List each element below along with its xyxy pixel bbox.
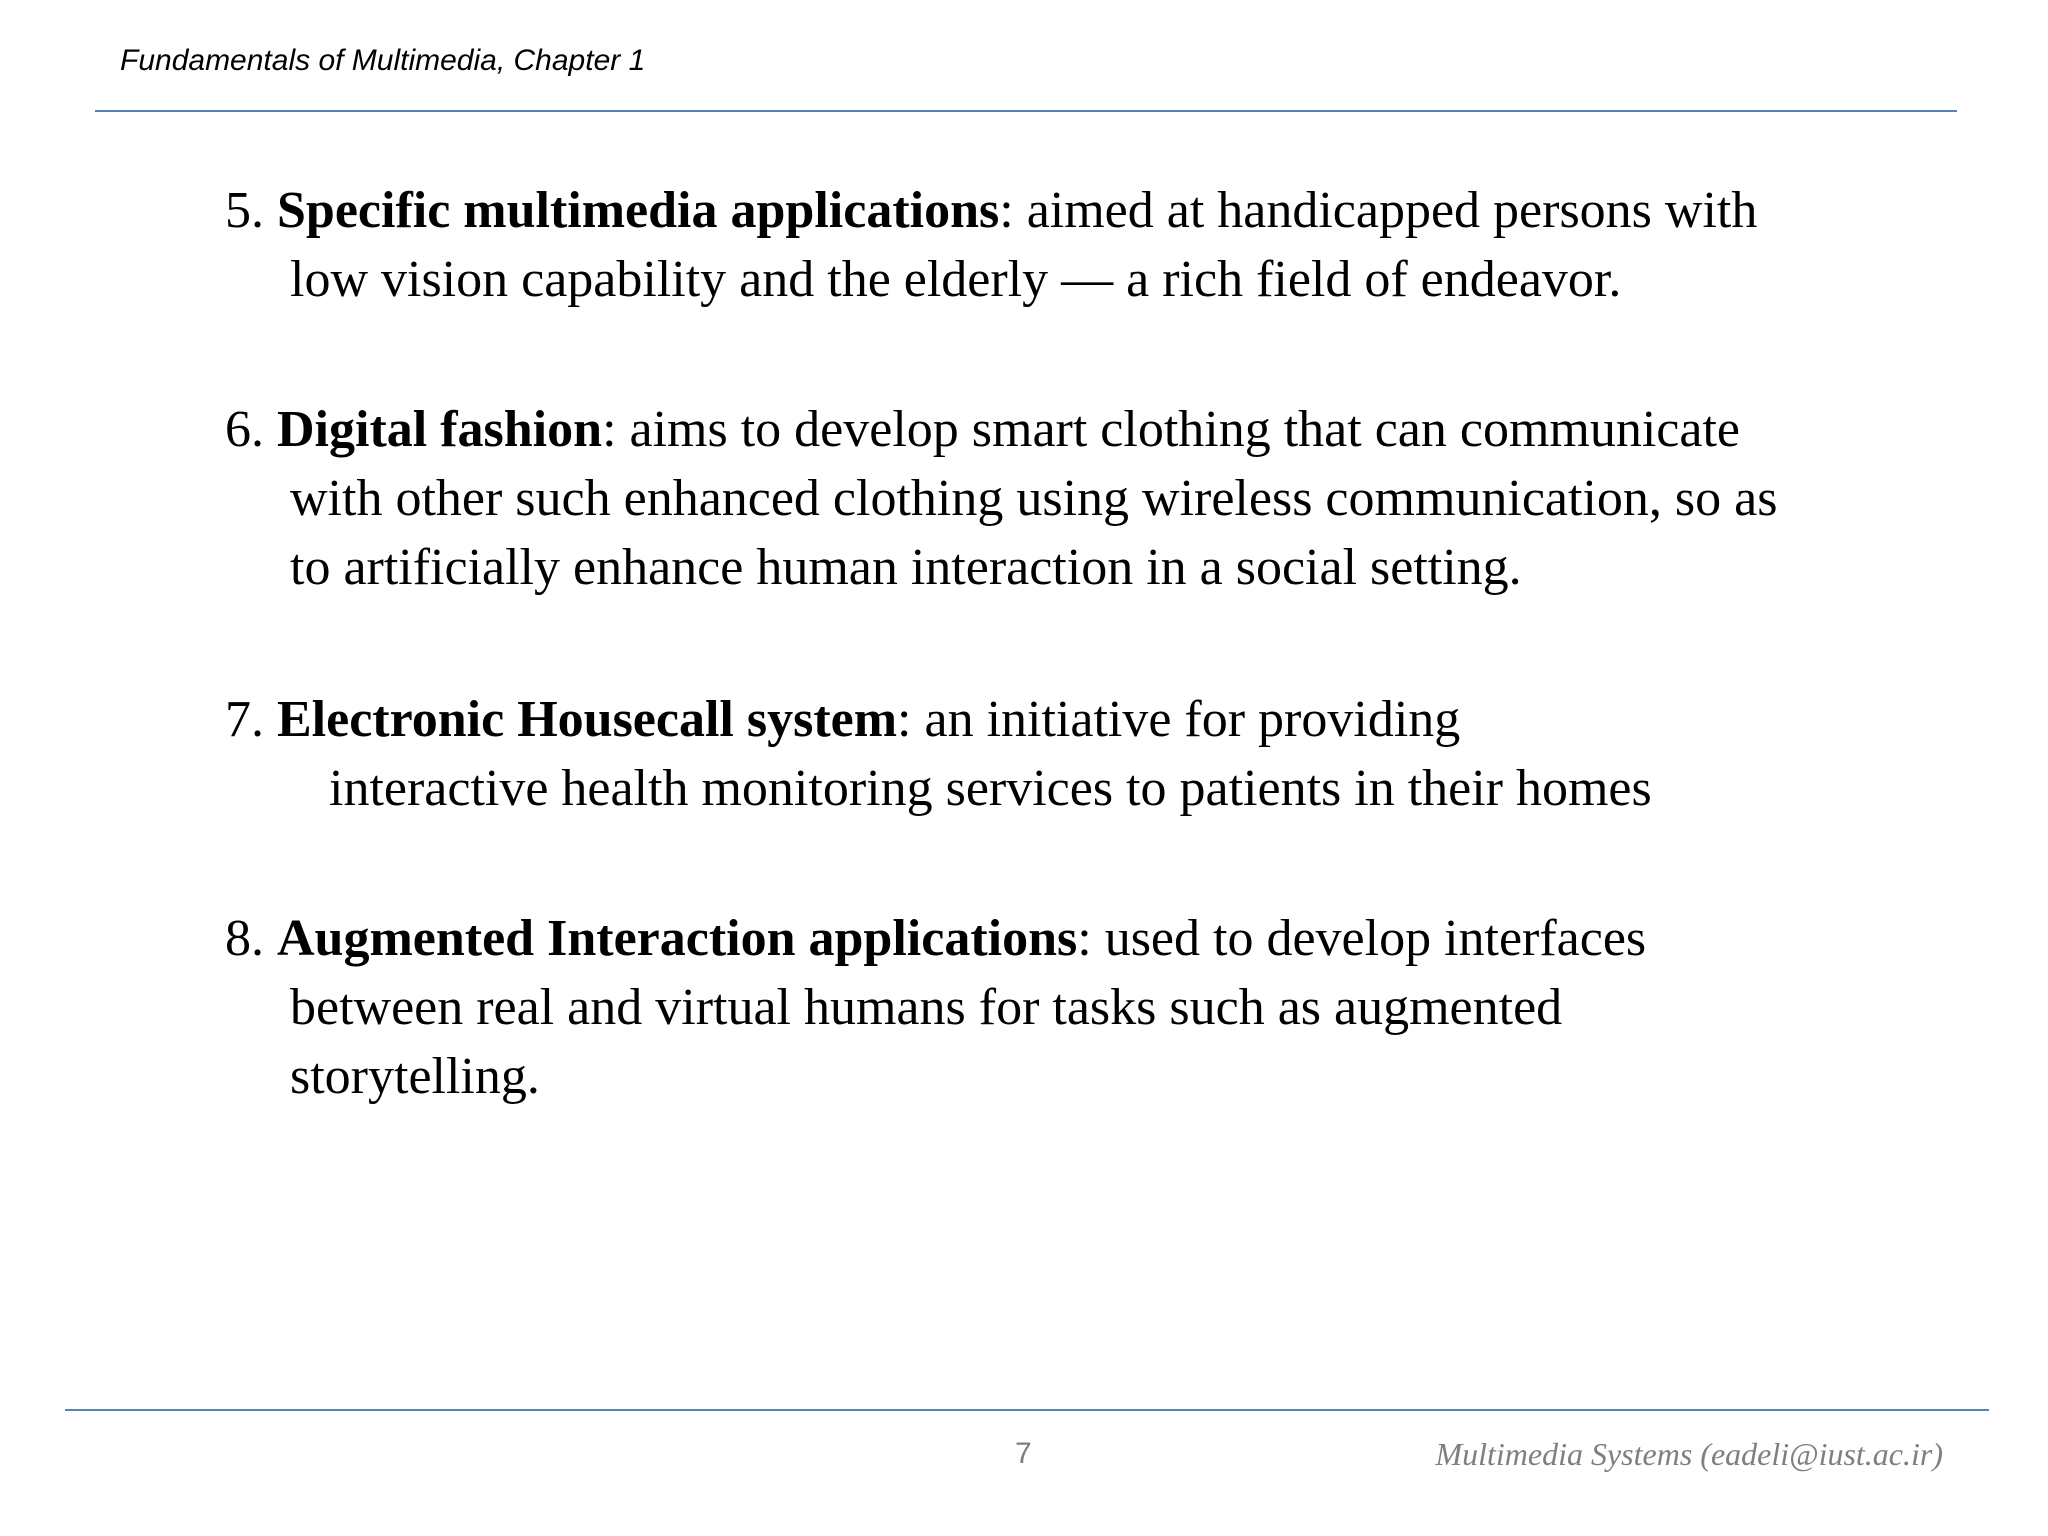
list-item-text: : used to develop interfaces bbox=[1077, 910, 1647, 967]
list-item-number: 7. bbox=[225, 691, 264, 748]
list-item-specific-multimedia-applications bbox=[225, 176, 1945, 314]
list-item-electronic-housecall-system bbox=[225, 685, 1945, 823]
list-item-continuation: storytelling. bbox=[290, 1048, 540, 1105]
list-item-term: Specific multimedia applications bbox=[277, 182, 1000, 239]
list-item-term: Digital fashion bbox=[277, 401, 603, 458]
list-item-digital-fashion bbox=[225, 395, 1945, 602]
list-item-continuation: to artificially enhance human interaction in a social setting. bbox=[290, 539, 1522, 596]
list-item-text: : aims to develop smart clothing that can communicate bbox=[602, 401, 1740, 458]
list-item-number: 6. bbox=[225, 401, 264, 458]
list-item-text: : an initiative for providing bbox=[897, 691, 1461, 748]
list-item-first-line bbox=[225, 904, 1945, 973]
header-divider bbox=[95, 110, 1957, 112]
list-item-first-line bbox=[225, 685, 1945, 754]
list-item-first-line bbox=[225, 395, 1945, 464]
list-item-continuation: between real and virtual humans for tasks such as augmented bbox=[290, 979, 1563, 1036]
list-item-continuation: with other such enhanced clothing using wireless communication, so as bbox=[290, 470, 1778, 527]
list-item-term: Electronic Housecall system bbox=[277, 691, 898, 748]
footer-credit: Multimedia Systems (eadeli@iust.ac.ir) bbox=[1435, 1436, 1943, 1472]
page-number: 7 bbox=[1015, 1437, 1032, 1470]
list-item-term: Augmented Interaction applications bbox=[277, 910, 1078, 967]
list-item-text: : aimed at handicapped persons with bbox=[999, 182, 1758, 239]
list-item-continuation: low vision capability and the elderly — a rich field of endeavor. bbox=[290, 251, 1622, 308]
list-item-number: 5. bbox=[225, 182, 264, 239]
slide-header-title: Fundamentals of Multimedia, Chapter 1 bbox=[120, 44, 646, 77]
list-item-first-line bbox=[225, 176, 1945, 245]
footer-divider bbox=[65, 1409, 1989, 1411]
list-item-continuation: interactive health monitoring services to patients in their homes bbox=[329, 760, 1652, 817]
list-item-number: 8. bbox=[225, 910, 264, 967]
list-item-augmented-interaction-applications bbox=[225, 904, 1945, 1111]
